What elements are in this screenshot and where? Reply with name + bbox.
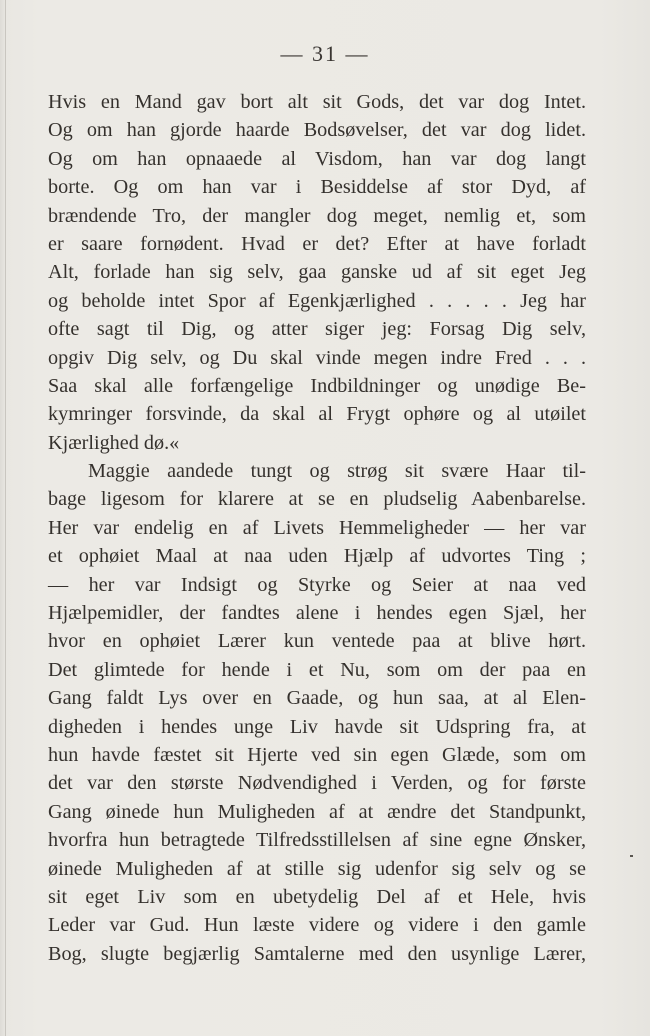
text-line: ofte sagt til Dig, og atter siger jeg: Forsag Dig selv, — [48, 318, 586, 341]
paragraph — [48, 457, 586, 968]
text-line: et ophøiet Maal at naa uden Hjælp af udvortes Ting ; — [48, 545, 586, 568]
text-line: Hvis en Mand gav bort alt sit Gods, det var dog Intet. — [48, 91, 586, 113]
text-line: og beholde intet Spor af Egenkjærlighed . . . . . Jeg har — [48, 289, 586, 312]
text-line: Gang faldt Lys over en Gaade, og hun saa, at al Elen- — [48, 687, 586, 710]
text-line: Og om han gjorde haarde Bodsøvelser, det var dog lidet. — [48, 119, 586, 142]
body-text — [48, 88, 586, 968]
text-line: hvor en ophøiet Lærer kun ventede paa at blive hørt. — [48, 630, 586, 653]
paragraph — [48, 88, 586, 457]
text-line: Og om han opnaaede al Visdom, han var dog langt — [48, 147, 586, 170]
text-line: Maggie aandede tungt og strøg sit svære Haar til- — [88, 460, 586, 483]
text-line: bage ligesom for klarere at se en pludselig Aabenbarelse. — [48, 488, 586, 511]
text-line: opgiv Dig selv, og Du skal vinde megen indre Fred . . . — [48, 346, 586, 369]
text-line: Kjærlighed dø.« — [48, 431, 180, 454]
print-speck — [630, 855, 633, 857]
text-line: Det glimtede for hende i et Nu, som om der paa en — [48, 658, 586, 681]
text-line: Bog, slugte begjærlig Samtalerne med den usynlige Lærer, — [48, 942, 586, 965]
text-line: hun havde fæstet sit Hjerte ved sin egen Glæde, som om — [48, 743, 586, 766]
text-line: Hjælpemidler, der fandtes alene i hendes egen Sjæl, her — [48, 602, 586, 625]
text-line: borte. Og om han var i Besiddelse af stor Dyd, af — [48, 176, 586, 199]
text-line: brændende Tro, der mangler dog meget, nemlig et, som — [48, 204, 586, 227]
text-line: Alt, forlade han sig selv, gaa ganske ud af sit eget Jeg — [48, 261, 586, 284]
text-line: Leder var Gud. Hun læste videre og videre i den gamle — [48, 914, 586, 937]
text-line: øinede Muligheden af at stille sig udenfor sig selv og se — [48, 857, 586, 880]
text-line: kymringer forsvinde, da skal al Frygt ophøre og al utøilet — [48, 403, 586, 426]
text-line: — her var Indsigt og Styrke og Seier at naa ved — [48, 573, 586, 596]
text-line: Her var endelig en af Livets Hemmeligheder — her var — [48, 516, 586, 539]
text-line: digheden i hendes unge Liv havde sit Udspring fra, at — [48, 715, 586, 738]
page-spine-edge — [5, 0, 6, 1036]
text-line: Saa skal alle forfængelige Indbildninger og unødige Be- — [48, 374, 586, 397]
text-line: hvorfra hun betragtede Tilfredsstillelsen af sine egne Ønsker, — [48, 829, 586, 852]
text-line: er saare fornødent. Hvad er det? Efter at have forladt — [48, 232, 586, 255]
text-line: sit eget Liv som en ubetydelig Del af et Hele, hvis — [48, 885, 586, 908]
page-number: — 31 — — [280, 41, 370, 66]
text-line: det var den største Nødvendighed i Verden, og for første — [48, 772, 586, 795]
text-line: Gang øinede hun Muligheden af at ændre det Standpunkt, — [48, 800, 586, 823]
